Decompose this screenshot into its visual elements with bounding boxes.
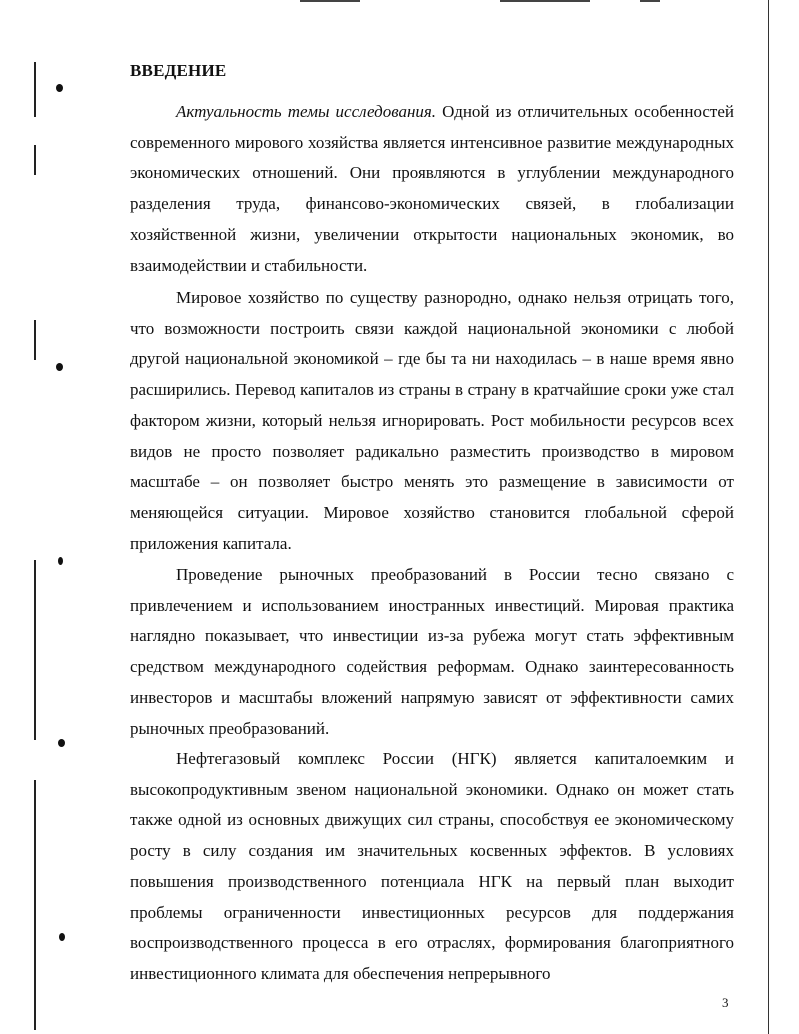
scan-top-mark xyxy=(640,0,660,2)
paragraph-text: Одной из отличительных особенностей современного мирового хозяйства является интенсивное развитие международных экономических отношений. Они проявляются в углублении международного разделения труда, финансово-экономических связей, в глобализации хозяйственной жизни, увеличении открытости национальных экономик, во взаимодействии и стабильности. xyxy=(130,102,734,275)
scan-left-edge xyxy=(34,320,36,360)
scan-top-mark xyxy=(500,0,590,2)
binder-hole-mark xyxy=(58,739,65,747)
paragraph-world-economy: Мировое хозяйство по существу разнородно, однако нельзя отрицать того, что возможности построить связи каждой национальной экономики с любой другой национальной экономикой – где бы та ни находилась – в наше время явно расширились. Перевод капиталов из страны в страну в кратчайшие сроки уже стал фактором жизни, который нельзя игнорировать. Рост мобильности ресурсов всех видов не просто позволяет радикально разместить производство в мировом масштабе – он позволяет быстро менять это размещение в зависимости от меняющейся ситуации. Мировое хозяйство становится глобальной сферой приложения капитала. xyxy=(130,288,734,553)
paragraph-lead-italic: Актуальность темы исследования. xyxy=(176,102,437,121)
binder-hole-mark xyxy=(56,84,63,92)
scan-right-edge xyxy=(768,0,769,1034)
page-number: 3 xyxy=(722,995,729,1010)
paragraph-relevance xyxy=(130,97,734,281)
paragraph-oil-gas-complex: Нефтегазовый комплекс России (НГК) является капиталоемким и высокопродуктивным звеном национальной экономики. Однако он может стать также одной из основных движущих сил страны, способствуя ее экономическому росту в силу создания им значительных косвенных эффектов. В условиях повышения производственного потенциала НГК на первый план выходит проблемы ограниченности инвестиционных ресурсов для поддержания воспроизводственного процесса в его отраслях, формирования благоприятного инвестиционного климата для обеспечения непрерывного xyxy=(130,749,734,983)
section-heading: ВВЕДЕНИЕ xyxy=(130,61,227,80)
binder-hole-mark xyxy=(59,933,65,941)
scan-left-edge xyxy=(34,145,36,175)
scan-left-edge xyxy=(34,780,36,1030)
scan-left-edge xyxy=(34,560,36,740)
binder-hole-mark xyxy=(56,363,63,371)
scan-left-edge xyxy=(34,62,36,117)
paragraph-market-reforms: Проведение рыночных преобразований в России тесно связано с привлечением и использованием иностранных инвестиций. Мировая практика наглядно показывает, что инвестиции из-за рубежа могут стать эффективным средством международного содействия реформам. Однако заинтересованность инвесторов и масштабы вложений напрямую зависят от эффективности самих рыночных преобразований. xyxy=(130,565,734,738)
scan-top-mark xyxy=(300,0,360,2)
binder-hole-mark xyxy=(58,557,63,565)
